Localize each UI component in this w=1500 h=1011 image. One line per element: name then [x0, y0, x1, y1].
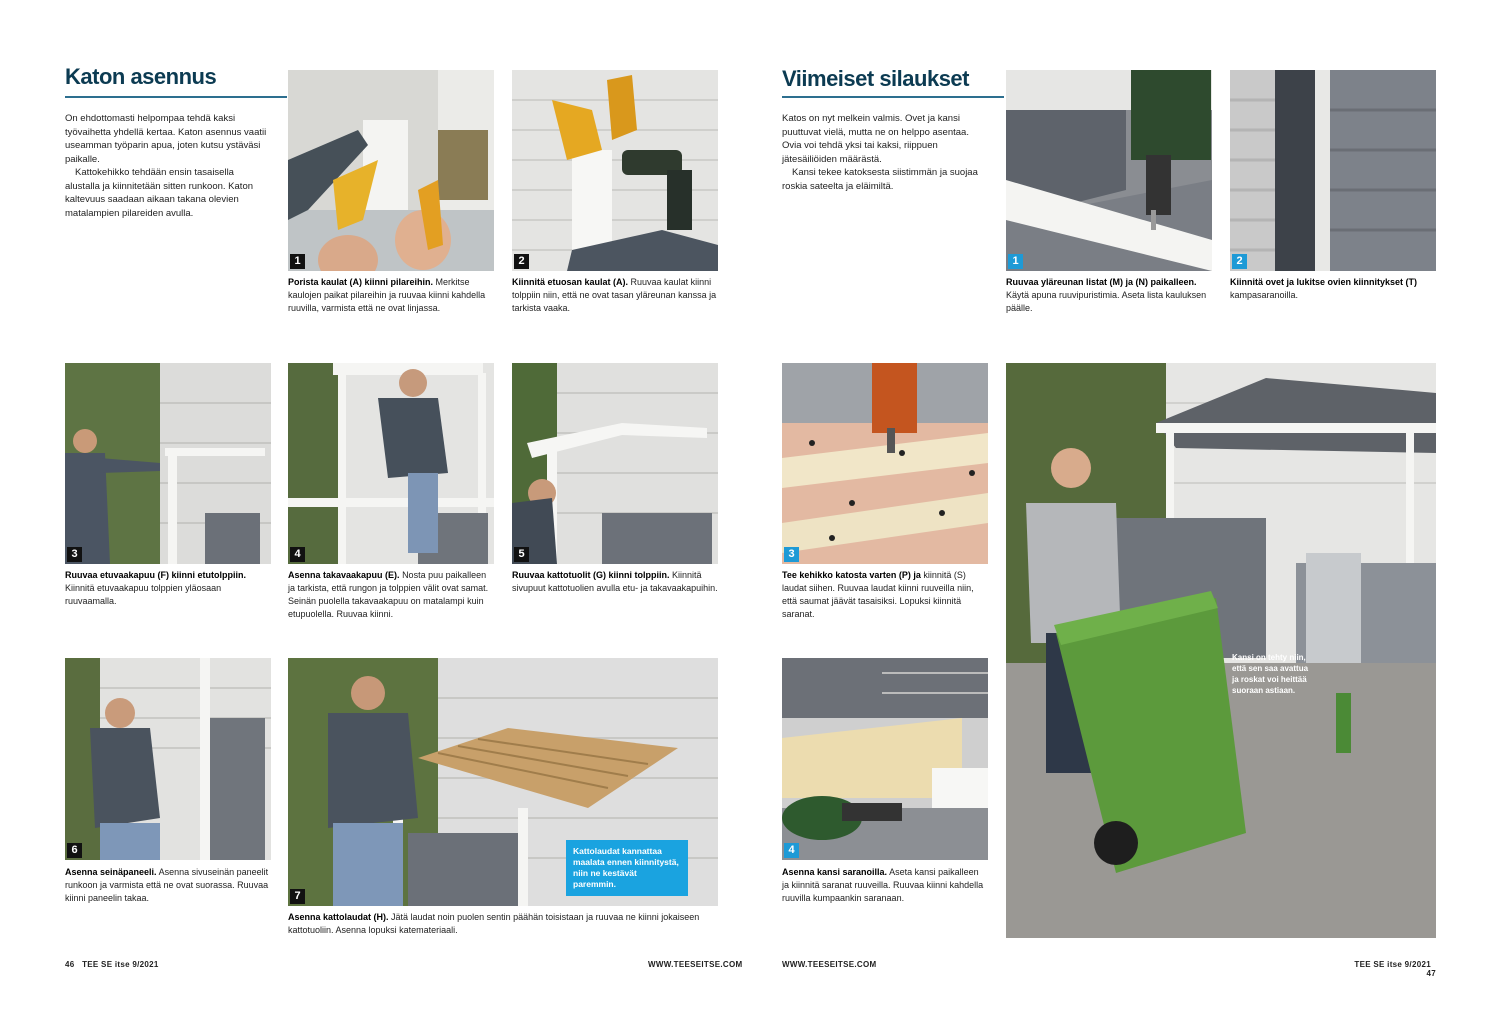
right-step-3-caption: [782, 569, 988, 621]
footer-url: WWW.TEESEITSE.COM: [782, 960, 877, 969]
step-number: 6: [67, 843, 82, 858]
step-number: 7: [290, 889, 305, 904]
step-title: Kiinnitä ovet ja lukitse ovien kiinnitykset (T): [1230, 277, 1418, 287]
step-text: Käytä apuna ruuvipuristimia. Aseta lista kauluksen päälle.: [1006, 290, 1207, 313]
intro-paragraph: Kansi tekee katoksesta siistimmän ja suojaa roskia sateelta ja eläimiltä.: [782, 167, 978, 192]
step-number: 3: [67, 547, 82, 562]
step-title: Kiinnitä etuosan kaulat (A).: [512, 277, 629, 287]
step-text: Aseta kansi paikalleen ja kiinnitä saranat ruuveilla. Ruuvaa kiinni kahdella ruuvilla kumpaankin saranaan.: [782, 867, 984, 903]
step-text: kampasaranoilla.: [1230, 290, 1299, 300]
step-3-caption: [65, 569, 271, 608]
right-step-4-caption: [782, 866, 988, 905]
step-6-photo: [65, 658, 271, 860]
step-number: 2: [1232, 254, 1247, 269]
step-5-caption: [512, 569, 718, 595]
right-step-1-caption: [1006, 276, 1212, 315]
step-number: 1: [1008, 254, 1023, 269]
step-title: Ruuvaa etuvaakapuu (F) kiinni etutolppiin.: [65, 570, 247, 580]
right-step-2-caption: [1230, 276, 1436, 302]
page-number: 47: [1426, 969, 1436, 978]
step-5-photo: [512, 363, 718, 564]
step-title: Asenna kansi saranoilla.: [782, 867, 888, 877]
right-step-4-photo: [782, 658, 988, 860]
magazine-name: TEE SE itse 9/2021: [82, 960, 159, 969]
right-page-heading: Viimeiset silaukset: [782, 66, 969, 91]
step-text: Merkitse kaulojen paikat pilareihin ja ruuvaa kiinni kahdella ruuvilla, varmista että ne ovat linjassa.: [288, 277, 486, 313]
step-title: Tee kehikko katosta varten (P) ja: [782, 570, 921, 580]
heading-rule: [782, 96, 1004, 98]
step-number: 3: [784, 547, 799, 562]
step-1-photo: [288, 70, 494, 271]
page-number: 46: [65, 960, 75, 969]
step-number: 1: [290, 254, 305, 269]
right-step-1-photo: [1006, 70, 1212, 271]
step-4-photo: [288, 363, 494, 564]
step-title: Asenna takavaakapuu (E).: [288, 570, 400, 580]
page-footer-left: [65, 960, 159, 969]
step-text: Asenna sivuseinän paneelit runkoon ja varmista että ne ovat suorassa. Ruuvaa kiinni paneelin takaa.: [65, 867, 269, 903]
step-text: Nosta puu paikalleen ja tarkista, että rungon ja tolppien välit ovat samat. Seinän puolella takavaakapuu on matalampi kuin etupuolella. Ruuvaa kiinni.: [288, 570, 489, 619]
heading-rule: [65, 96, 287, 98]
step-2-photo: [512, 70, 718, 271]
left-page-heading: Katon asennus: [65, 64, 217, 89]
step-text: Kiinnitä etuvaakapuu tolppien yläosaan ruuvaamalla.: [65, 583, 222, 606]
step-title: Porista kaulat (A) kiinni pilareihin.: [288, 277, 434, 287]
step-text: Kiinnitä sivupuut kattotuolien avulla etu- ja takavaakapuihin.: [512, 570, 718, 593]
step-number: 4: [784, 843, 799, 858]
step-text: Jätä laudat noin puolen sentin päähän toisistaan ja ruuvaa ne kiinni jokaiseen kattotuoliin. Asenna lopuksi katemateriaali.: [288, 912, 700, 935]
step-3-photo: [65, 363, 271, 564]
step-1-caption: [288, 276, 494, 315]
intro-paragraph: On ehdottomasti helpompaa tehdä kaksi työvaihetta yhdellä kertaa. Katon asennus vaatii useamman työparin apua, joten kutsu ystäväsi paikalle.: [65, 113, 267, 165]
intro-paragraph: Kattokehikko tehdään ensin tasaisella alustalla ja kiinnitetään sitten runkoon. Katon kaltevuus saadaan aikaan takana olevien matalampien pilareiden avulla.: [65, 167, 254, 219]
step-7-caption: [288, 911, 708, 937]
step-number: 4: [290, 547, 305, 562]
step-title: Ruuvaa yläreunan listat (M) ja (N) paikalleen.: [1006, 277, 1197, 287]
step-4-caption: [288, 569, 494, 621]
left-intro: [65, 112, 270, 220]
finished-shelter-photo: [1006, 363, 1436, 938]
magazine-name: TEE SE itse 9/2021: [1354, 960, 1431, 969]
step-title: Asenna kattolaudat (H).: [288, 912, 389, 922]
step-6-caption: [65, 866, 271, 905]
right-step-3-photo: [782, 363, 988, 564]
photo-note: Kansi on tehty niin, että sen saa avattua ja roskat voi heittää suoraan astiaan.: [1232, 653, 1309, 695]
step-2-caption: [512, 276, 718, 315]
tip-callout: Kattolaudat kannattaa maalata ennen kiinnitystä, niin ne kestävät paremmin.: [566, 840, 688, 896]
footer-url: WWW.TEESEITSE.COM: [648, 960, 743, 969]
step-number: 5: [514, 547, 529, 562]
step-title: Ruuvaa kattotuolit (G) kiinni tolppiin.: [512, 570, 670, 580]
step-text: Ruuvaa kaulat kiinni tolppiin niin, että ne ovat tasan yläreunan kanssa ja tarkista vaaka.: [512, 277, 717, 313]
step-text: kiinnitä (S) laudat siihen. Ruuvaa laudat kiinni ruuveilla niin, että saumat jäävät tasaisiksi. Lopuksi kiinnitä saranat.: [782, 570, 974, 619]
right-step-2-photo: [1230, 70, 1436, 271]
step-7-photo: [288, 658, 718, 906]
step-number: 2: [514, 254, 529, 269]
page-footer-right: [1346, 960, 1436, 978]
step-title: Asenna seinäpaneeli.: [65, 867, 157, 877]
intro-paragraph: Katos on nyt melkein valmis. Ovet ja kansi puuttuvat vielä, mutta ne on helppo asentaa. Ovia voi tehdä yksi tai kaksi, riippuen jätesäiliöiden määrästä.: [782, 113, 969, 165]
right-intro: [782, 112, 987, 193]
